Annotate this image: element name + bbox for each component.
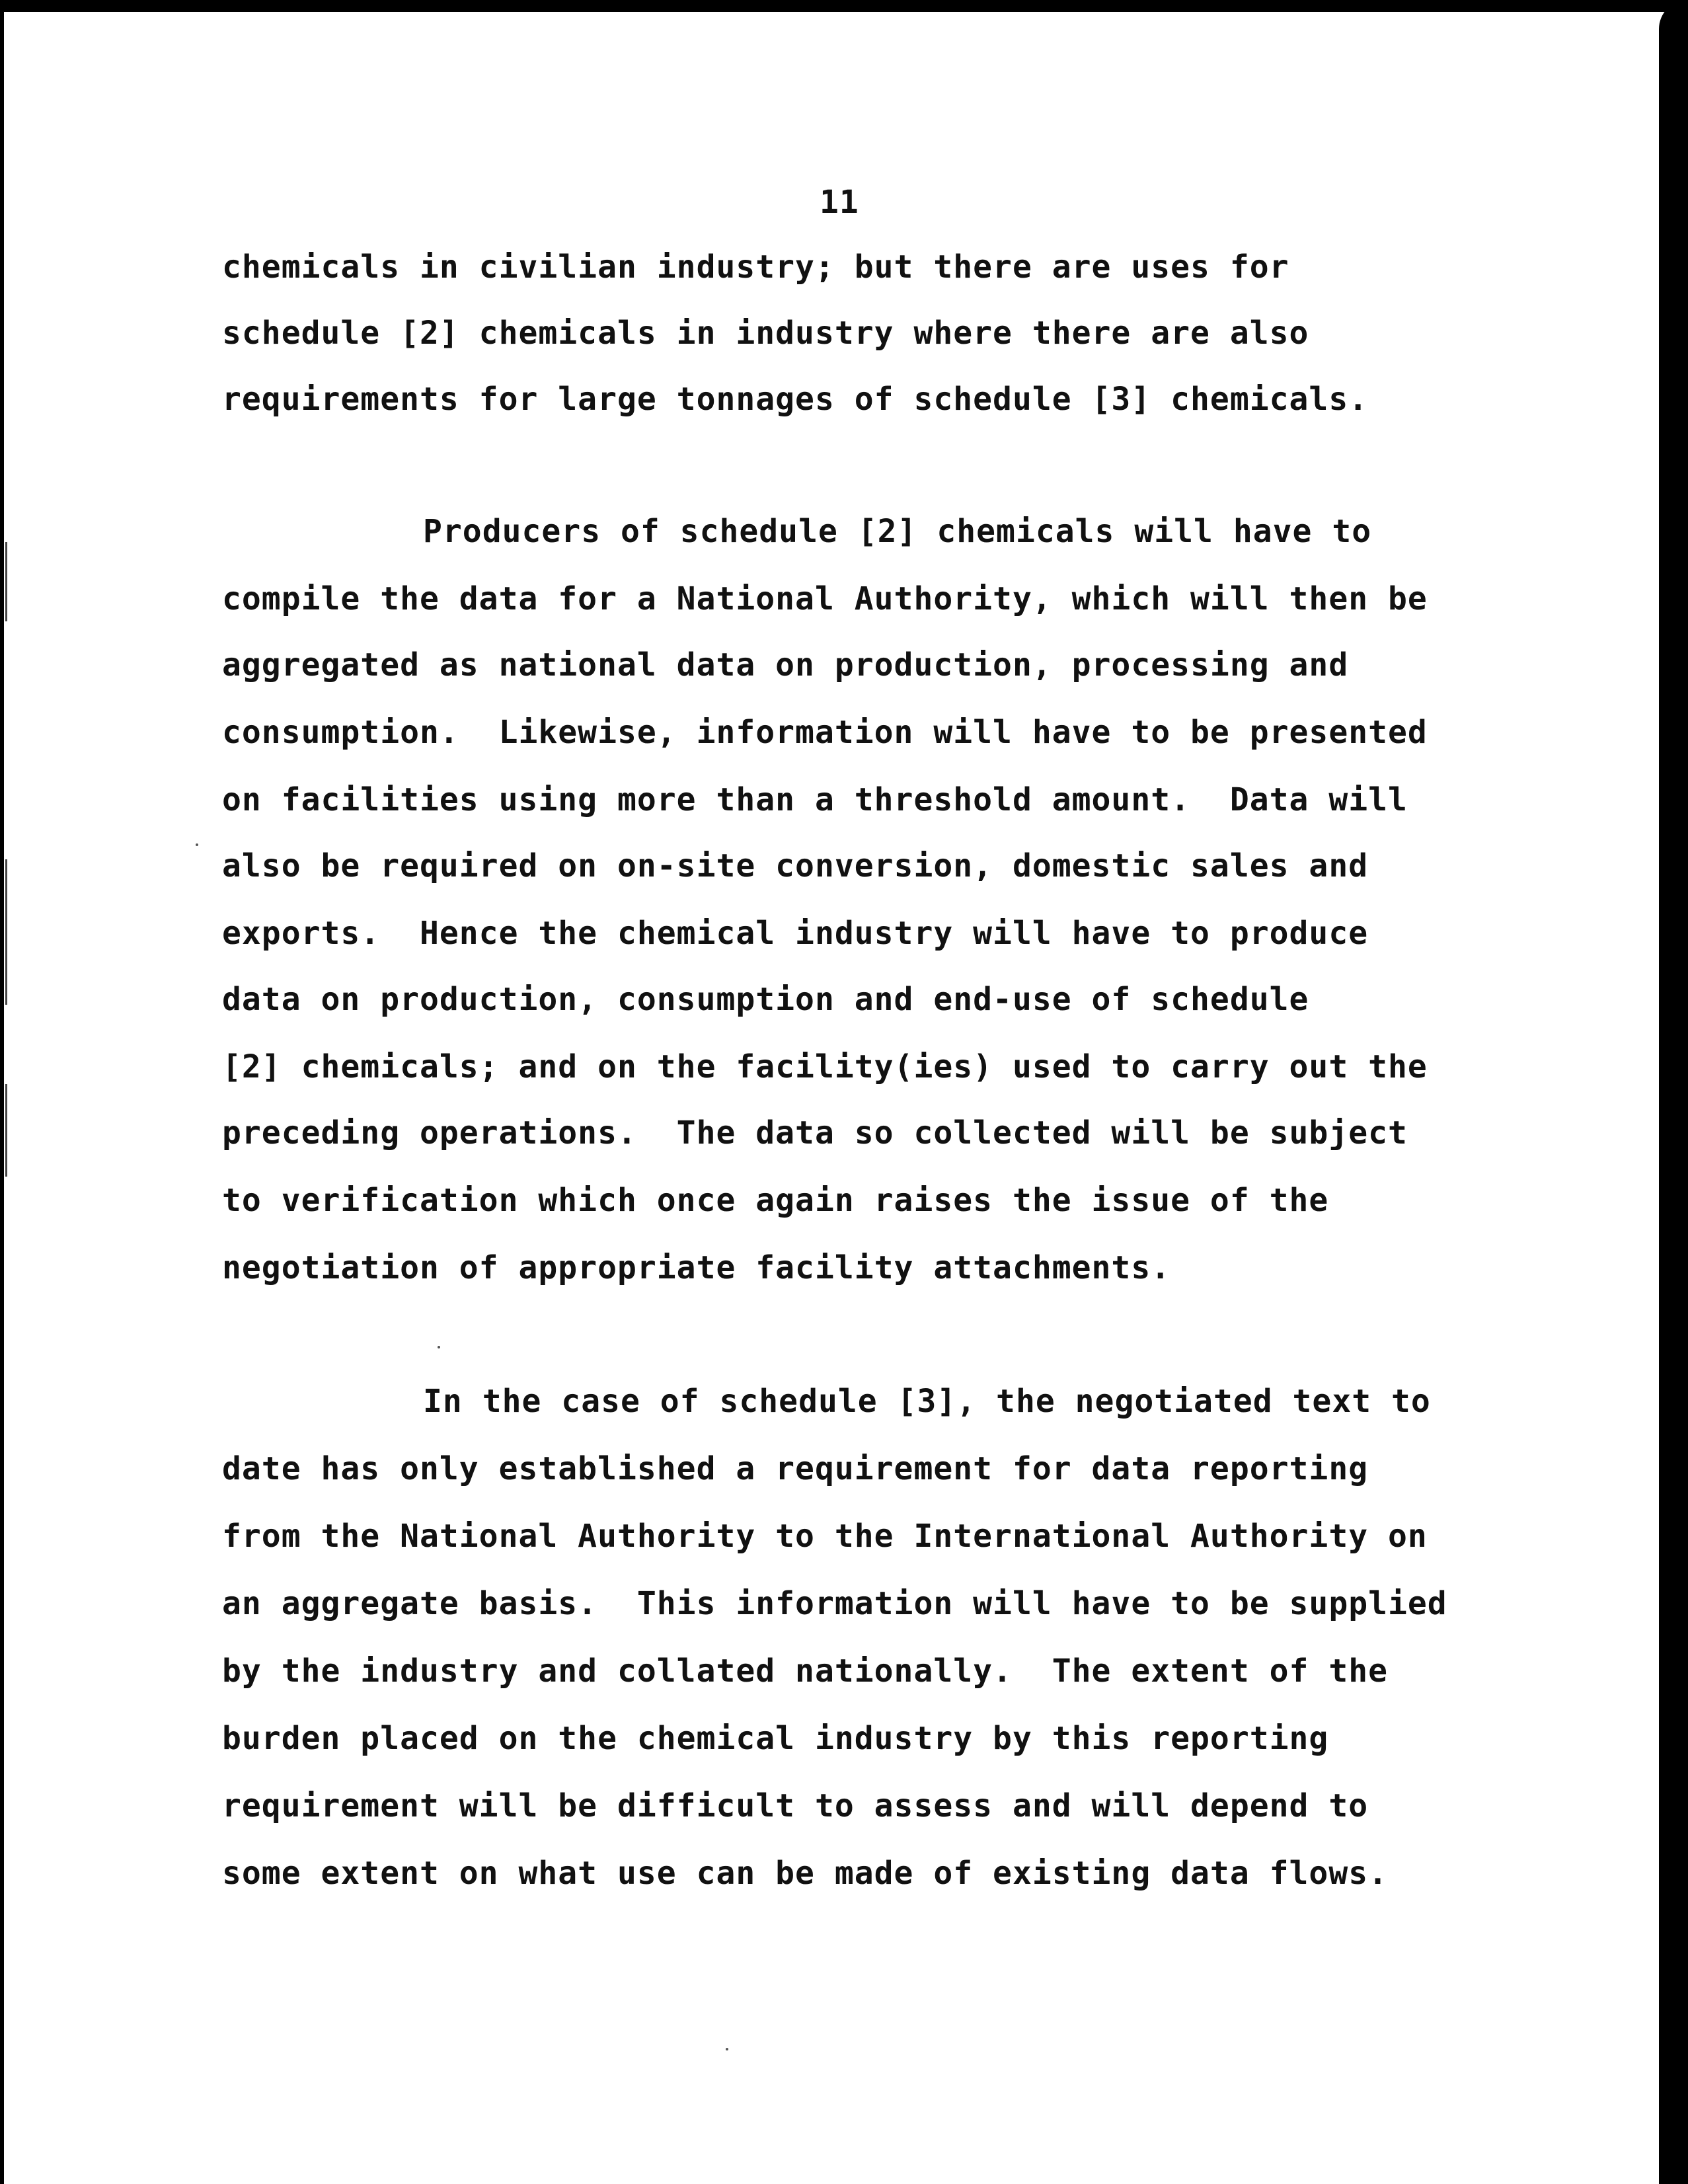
paragraph-1-line-1: chemicals in civilian industry; but there are uses for [222,249,1289,286]
scan-edge-right [1659,0,1688,2184]
paragraph-2-line-2: compile the data for a National Authority, which will then be [222,580,1428,617]
scan-edge-top [0,0,1688,12]
paragraph-3-line-5: by the industry and collated nationally. The extent of the [222,1653,1389,1690]
scan-mark [5,542,7,621]
paragraph-2-line-3: aggregated as national data on production, processing and [222,646,1349,683]
paragraph-1-line-3: requirements for large tonnages of schedule [3] chemicals. [222,381,1369,418]
paragraph-2-line-6: also be required on on-site conversion, domestic sales and [222,847,1369,884]
paragraph-2-line-5: on facilities using more than a threshold amount. Data will [222,781,1408,818]
paragraph-2-line-8: data on production, consumption and end-use of schedule [222,981,1309,1018]
paragraph-3-line-3: from the National Authority to the International Authority on [222,1518,1428,1555]
paragraph-2-line-4: consumption. Likewise, information will have to be presented [222,714,1428,751]
scan-edge-left [0,0,4,2184]
paragraph-1-line-2: schedule [2] chemicals in industry where there are also [222,315,1309,352]
paragraph-3-line-2: date has only established a requirement for data reporting [222,1450,1369,1487]
paragraph-2-line-1: Producers of schedule [2] chemicals will have to [423,513,1372,550]
paragraph-2-line-10: preceding operations. The data so collected will be subject [222,1114,1408,1151]
paragraph-2-line-9: [2] chemicals; and on the facility(ies) used to carry out the [222,1048,1428,1085]
scan-speck [438,1346,440,1348]
paragraph-3-line-4: an aggregate basis. This information will have to be supplied [222,1585,1447,1622]
scan-mark [5,1084,7,1177]
paragraph-2-line-7: exports. Hence the chemical industry will have to produce [222,915,1369,952]
scan-speck [196,843,198,846]
paragraph-2-line-11: to verification which once again raises the issue of the [222,1182,1329,1219]
paragraph-3-line-6: burden placed on the chemical industry by this reporting [222,1720,1329,1757]
paragraph-3-line-1: In the case of schedule [3], the negotiated text to [423,1383,1431,1420]
paragraph-2-line-12: negotiation of appropriate facility attachments. [222,1249,1171,1286]
scan-speck [726,2048,728,2050]
page-number: 11 [820,184,859,221]
scan-mark [5,859,7,1005]
paragraph-3-line-8: some extent on what use can be made of existing data flows. [222,1855,1389,1892]
paragraph-3-line-7: requirement will be difficult to assess and will depend to [222,1787,1369,1824]
